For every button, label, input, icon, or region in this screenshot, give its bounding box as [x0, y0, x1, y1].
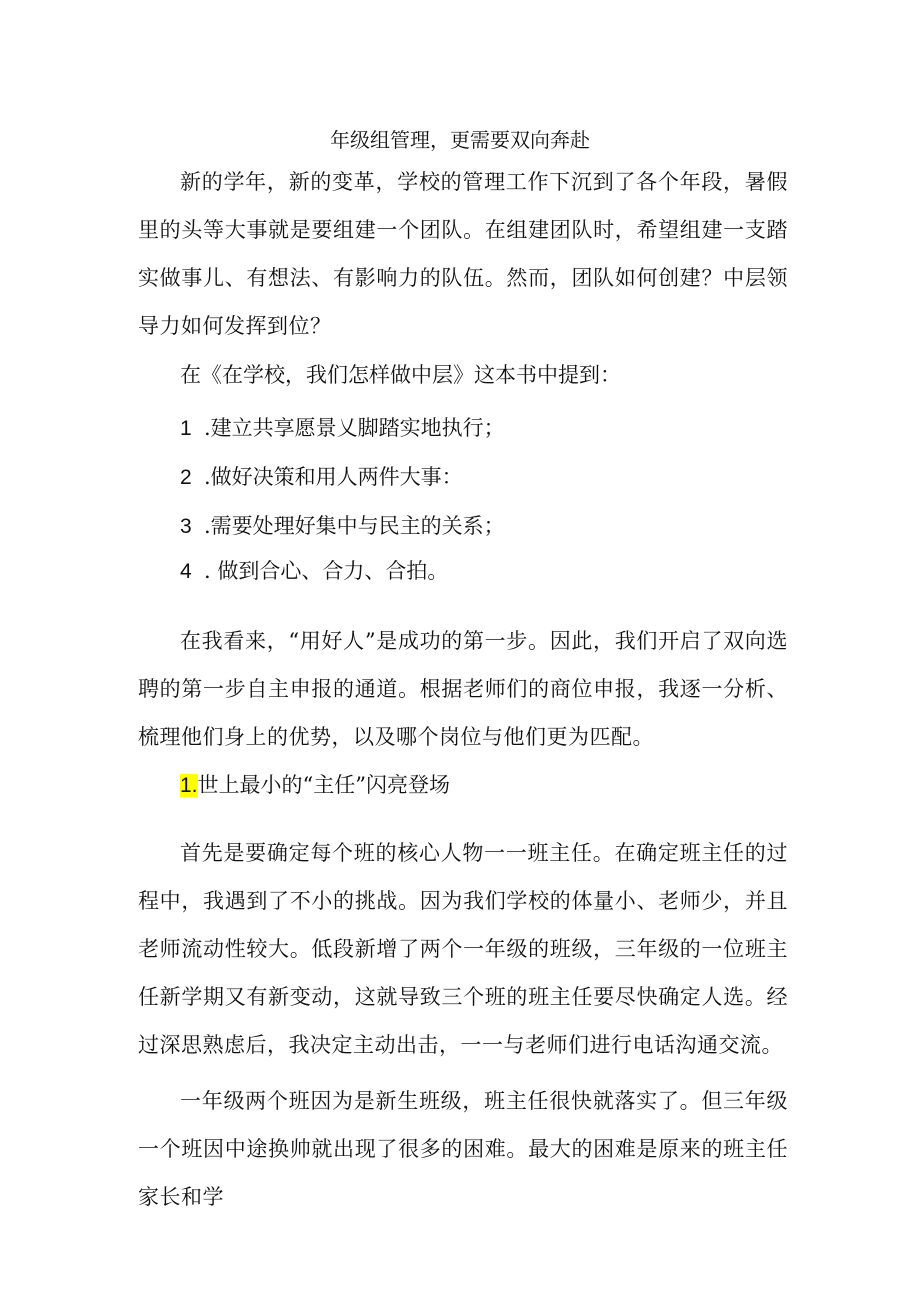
- list-item: [180, 556, 448, 587]
- grade-paragraph: 一年级两个班因为是新生班级，班主任很快就落实了。但三年级一个班因中途换帅就出现了很多的困难。最大的困难是原来的班主任家长和学: [138, 1089, 788, 1209]
- intro-paragraph: 新的学年，新的变革，学校的管理工作下沉到了各个年段，暑假里的头等大事就是要组建一个团队。在组建团队时，希望组建一支踏实做事儿、有想法、有影响力的队伍。然而，团队如何创建？中层领导力如何发挥到位？: [138, 170, 788, 338]
- list-number: 2: [180, 466, 192, 489]
- book-reference: 在《在学校，我们怎样做中层》这本书中提到：: [180, 363, 621, 387]
- list-text: .建立共享愿景乂脚踏实地执行；: [204, 416, 505, 440]
- list-number: 3: [180, 515, 192, 538]
- list-text: .做好决策和用人两件大事：: [204, 465, 463, 489]
- document-title: 年级组管理，更需要双向奔赴: [330, 128, 590, 152]
- list-number: 4: [180, 560, 192, 583]
- head-teacher-paragraph: 首先是要确定每个班的核心人物一一班主任。在确定班主任的过程中，我遇到了不小的挑战。因为我们学校的体量小、老师少，并且老师流动性较大。低段新增了两个一年级的班级，三年级的一位班主任新学期又有新变动，这就导致三个班的班主任要尽快确定人选。经过深思熟虑后，我决定主动出击，一一与老师们进行电话沟通交流。: [138, 841, 788, 1057]
- section-number-highlight: 1.: [180, 774, 198, 797]
- hiring-paragraph: 在我看来，“用好人”是成功的第一步。因此，我们开启了双向选聘的第一步自主申报的通道。根据老师们的商位申报，我逐一分析、梳理他们身上的优势，以及哪个岗位与他们更为匹配。: [138, 629, 788, 749]
- list-item: [180, 413, 505, 444]
- list-text: . 做到合心、合力、合拍。: [204, 559, 449, 583]
- list-item: [180, 462, 463, 493]
- list-text: .需要处理好集中与民主的关系；: [204, 514, 505, 538]
- section-title: 世上最小的“主任”闪亮登场: [197, 773, 450, 797]
- section-heading: [180, 770, 450, 801]
- list-number: 1: [180, 417, 192, 440]
- list-item: [180, 511, 505, 542]
